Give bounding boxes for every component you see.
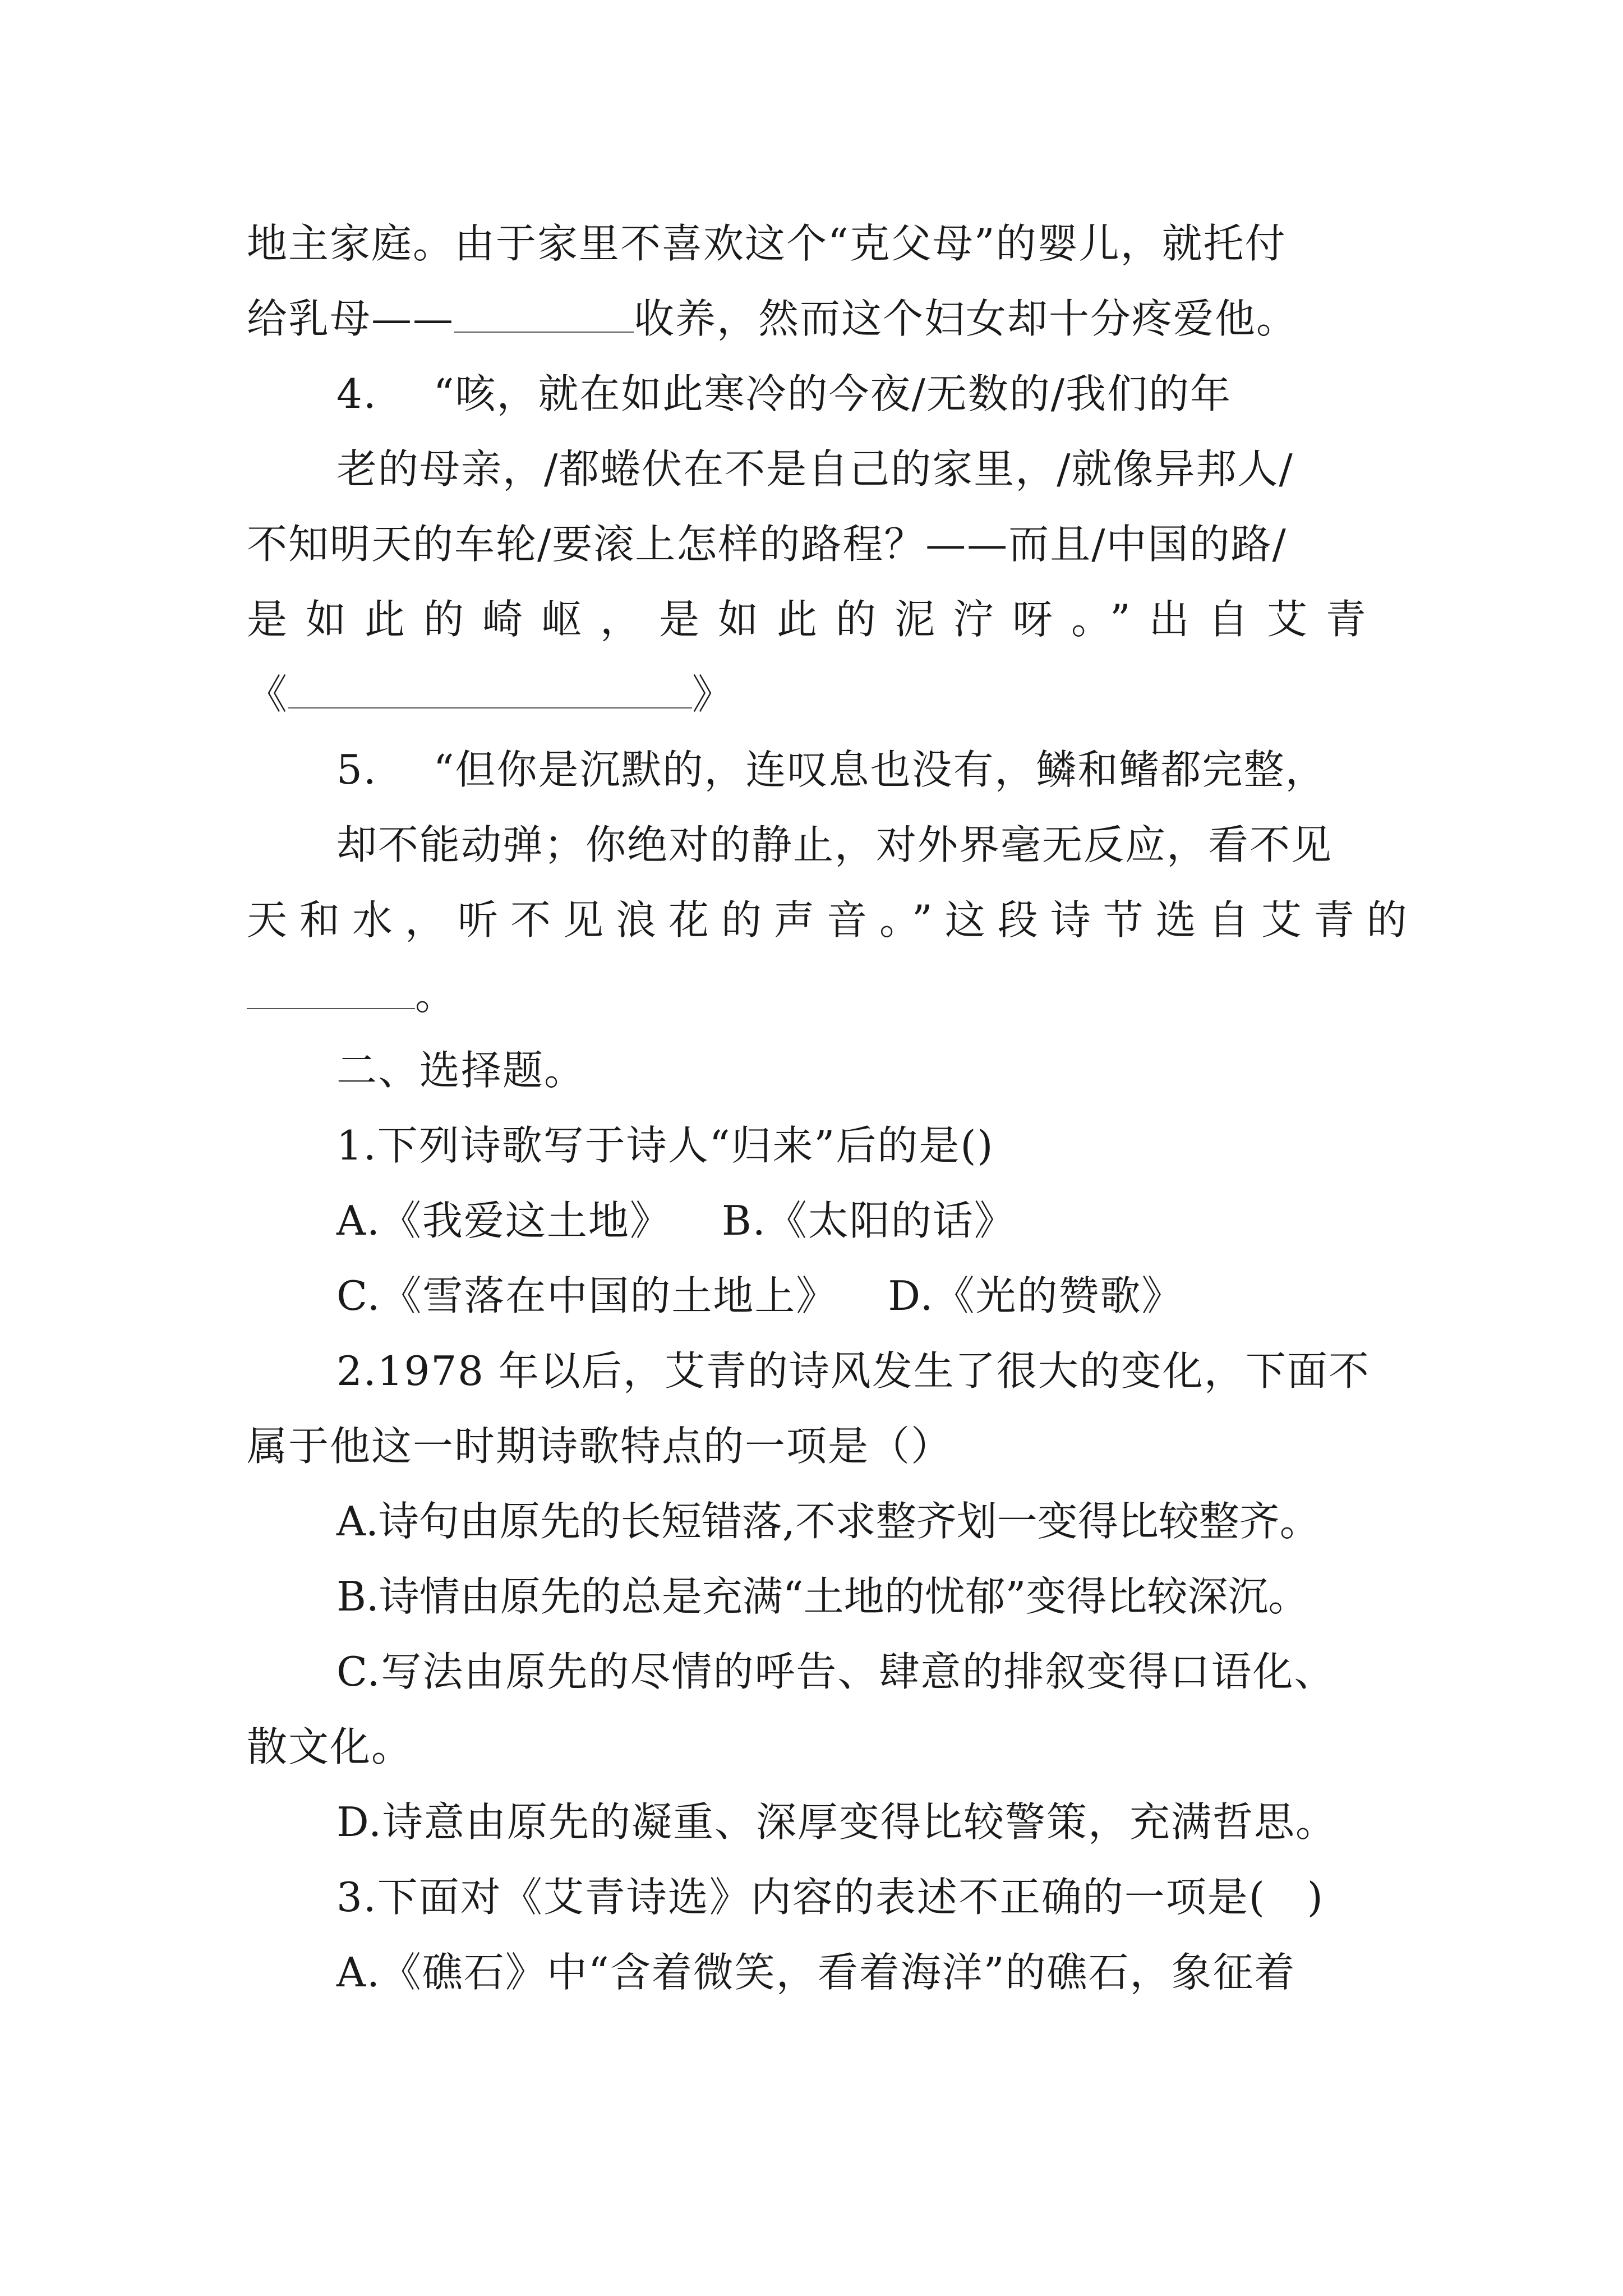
title-bracket-open: 《	[247, 671, 289, 718]
option-a[interactable]: A.《我爱这土地》	[336, 1197, 671, 1244]
mc-question-1: 1.下列诗歌写于诗人“归来”后的是()	[336, 1122, 994, 1169]
text-line-1: 地主家庭。由于家里不喜欢这个“克父母”的婴儿，就托付	[247, 220, 1287, 267]
option-c-cont: 散文化。	[247, 1723, 413, 1770]
question-text: “咳，就在如此寒冷的今夜/无数的/我们的年	[433, 370, 1232, 417]
mc-question-3: 3.下面对《艾青诗选》内容的表述不正确的一项是( )	[336, 1874, 1324, 1921]
mc-question-2-cont: 属于他这一时期诗歌特点的一项是（）	[247, 1423, 953, 1470]
text-line-7	[247, 661, 1385, 728]
mc-question-2: 2.1978 年以后，艾青的诗风发生了很大的变化，下面不	[336, 1347, 1370, 1395]
option-a[interactable]: A.《礁石》中“含着微笑，看着海洋”的礁石，象征着	[336, 1949, 1296, 1996]
option-c[interactable]: C.《雪落在中国的土地上》	[336, 1272, 838, 1319]
answer-blank[interactable]	[454, 292, 634, 333]
title-bracket-close: 》	[692, 671, 734, 718]
option-d[interactable]: D.《光的赞歌》	[888, 1272, 1183, 1319]
option-a[interactable]: A.诗句由原先的长短错落,不求整齐划一变得比较整齐。	[336, 1498, 1320, 1545]
text-line-5: 不知明天的车轮/要滚上怎样的路程？——而且/中国的路/	[247, 521, 1287, 568]
text-segment: 收养，然而这个妇女却十分疼爱他。	[634, 295, 1298, 342]
mc-options-row-1	[336, 1187, 1385, 1254]
answer-blank[interactable]	[288, 668, 692, 708]
text-line-4: 老的母亲，/都蜷伏在不是自己的家里，/就像异邦人/	[336, 445, 1294, 493]
text-segment: 给乳母——	[247, 295, 455, 342]
text-line-2	[247, 285, 1385, 352]
question-text: “但你是沉默的，连叹息也没有，鳞和鳍都完整，	[433, 746, 1327, 793]
option-b[interactable]: B.《太阳的话》	[721, 1197, 1016, 1244]
question-number: 5.	[336, 746, 377, 793]
text-line-11	[247, 961, 1385, 1029]
text-line-9: 却不能动弹；你绝对的静止，对外界毫无反应，看不见	[336, 821, 1333, 868]
text-line-10: 天和水，听不见浪花的声音。”这段诗节选自艾青的	[247, 896, 1419, 944]
mc-options-row-2	[336, 1262, 1385, 1329]
text-segment: 。	[415, 972, 457, 1019]
option-b[interactable]: B.诗情由原先的总是充满“土地的忧郁”变得比较深沉。	[336, 1573, 1309, 1620]
text-line-6: 是如此的崎岖，是如此的泥泞呀。”出自艾青	[247, 596, 1385, 643]
question-number: 4.	[336, 370, 377, 417]
section-heading: 二、选择题。	[336, 1047, 586, 1094]
option-c[interactable]: C.写法由原先的尽情的呼告、肆意的排叙变得口语化、	[336, 1648, 1336, 1695]
question-4-line	[336, 360, 1385, 427]
question-5-line	[336, 736, 1385, 803]
option-d[interactable]: D.诗意由原先的凝重、深厚变得比较警策，充满哲思。	[336, 1798, 1338, 1846]
answer-blank[interactable]	[247, 969, 415, 1009]
